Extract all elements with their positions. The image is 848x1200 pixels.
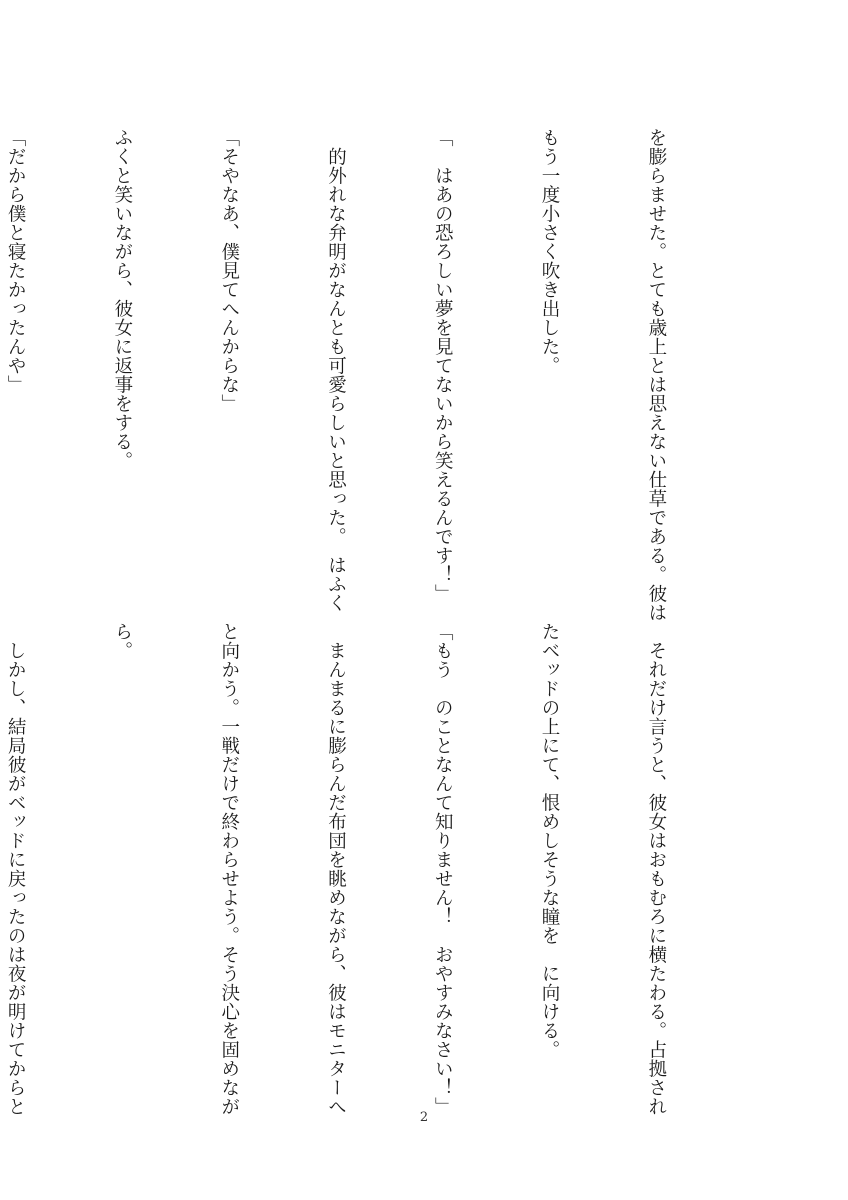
lower-text-column-block xyxy=(0,622,745,1116)
text-line: もう一度小さく吹き出した。 xyxy=(539,128,561,375)
text-line: 的外れな弁明がなんとも可愛らしいと思った。 はふく xyxy=(325,128,347,613)
text-line: 「 はあの恐ろしい夢を見てないから笑えるんです！」 xyxy=(432,128,454,603)
text-line: それだけ言うと、彼女はおもむろに横たわる。占拠され xyxy=(645,622,667,1116)
page-number: 2 xyxy=(419,1110,429,1125)
text-line: と向かう。一戦だけで終わらせよう。そう決心を固めなが xyxy=(218,622,240,1116)
text-line: 「そやなあ、僕見てへんからな」 xyxy=(218,128,240,413)
text-line: ら。 xyxy=(111,622,133,660)
text-line: ふくと笑いながら、彼女に返事をする。 xyxy=(111,128,133,470)
upper-text-column-block xyxy=(0,128,745,622)
text-line: を膨らませた。とても歳上とは思えない仕草である。彼は xyxy=(645,128,667,622)
text-line: しかし、結局彼がベッドに戻ったのは夜が明けてからと xyxy=(5,622,27,1116)
text-line: たベッドの上にて、恨めしそうな瞳を に向ける。 xyxy=(539,622,561,1059)
text-line: まんまるに膨らんだ布団を眺めながら、彼はモニターへ xyxy=(325,622,347,1116)
text-line: 「だから僕と寝たかったんや」 xyxy=(5,128,27,394)
text-line: 「もう のことなんて知りません！ おやすみなさい！」 xyxy=(432,622,454,1116)
